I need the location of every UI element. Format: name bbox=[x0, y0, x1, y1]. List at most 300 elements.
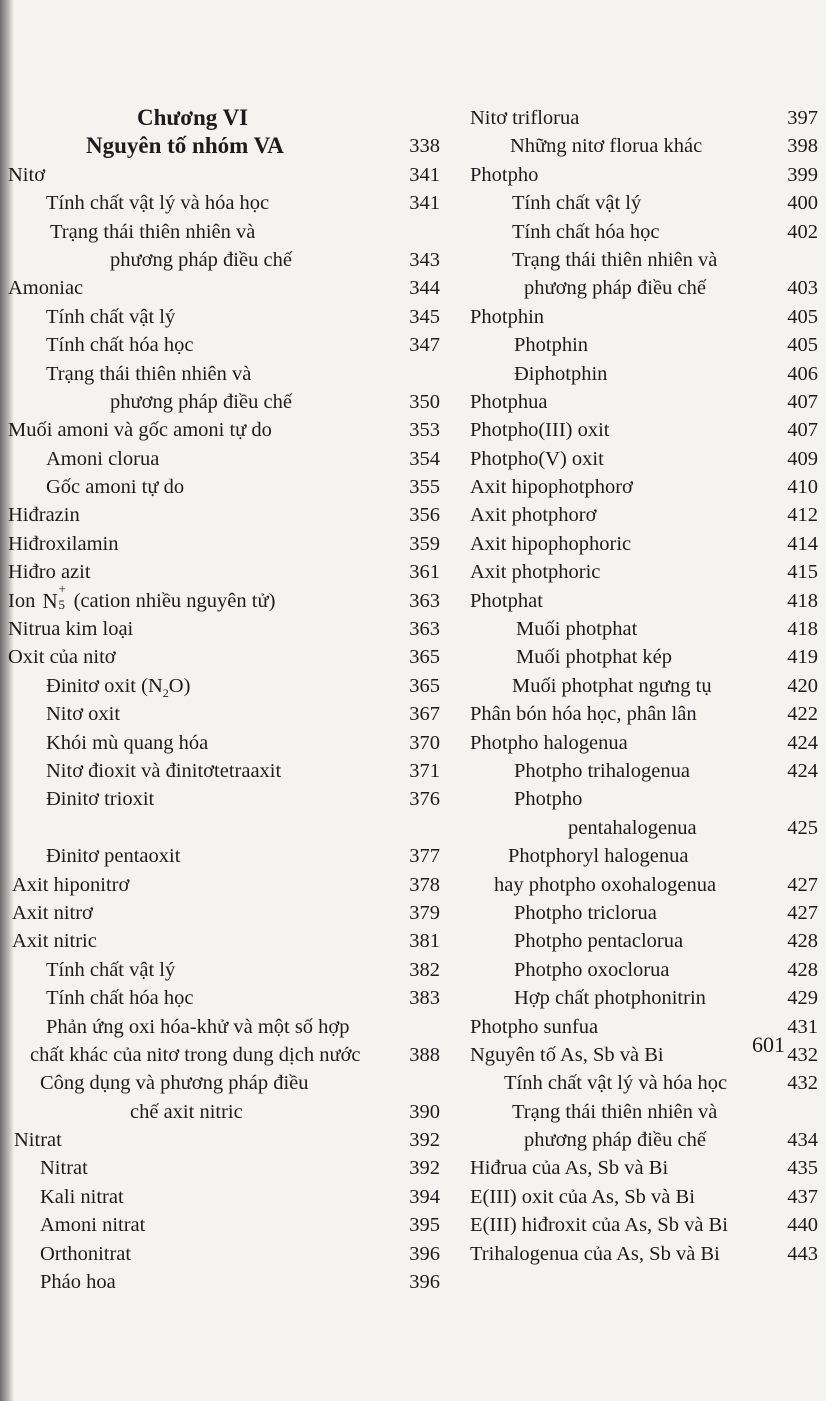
toc-entry-title bbox=[46, 757, 281, 785]
entry-text: Photpho(V) oxit bbox=[470, 447, 604, 470]
toc-entry-title bbox=[470, 1013, 598, 1041]
toc-entry-title bbox=[46, 1013, 350, 1041]
toc-entry-title bbox=[12, 871, 129, 899]
entry-text: E(III) hiđroxit của As, Sb và Bi bbox=[470, 1214, 728, 1237]
toc-page-number: 363 bbox=[409, 618, 440, 641]
entry-text-tail: (cation nhiều nguyên tử) bbox=[73, 589, 276, 612]
toc-entry-title bbox=[30, 1041, 361, 1069]
toc-entry-title bbox=[8, 643, 116, 671]
formula-subscript: 2 bbox=[162, 685, 169, 700]
toc-entry-title bbox=[40, 1069, 309, 1097]
entry-text: Tính chất vật lý bbox=[46, 305, 176, 328]
entry-text: Nitrat bbox=[40, 1157, 88, 1180]
entry-text: Nitơ bbox=[8, 163, 46, 186]
toc-entry-title bbox=[14, 1126, 62, 1154]
entry-text: Amoni nitrat bbox=[40, 1214, 146, 1237]
toc-entry-title bbox=[46, 700, 120, 728]
toc-entry bbox=[0, 218, 440, 246]
toc-page-number: 425 bbox=[787, 816, 818, 839]
toc-entry bbox=[0, 927, 440, 955]
entry-text: Pháo hoa bbox=[40, 1271, 116, 1294]
toc-page-number: 353 bbox=[409, 419, 440, 442]
entry-text: Tính chất hóa học bbox=[46, 987, 194, 1010]
toc-entry bbox=[468, 104, 818, 132]
toc-page-number: 390 bbox=[409, 1100, 440, 1123]
entry-text: Nguyên tố As, Sb và Bi bbox=[470, 1043, 664, 1066]
toc-page-number: 379 bbox=[409, 901, 440, 924]
toc-entry bbox=[468, 1069, 818, 1097]
toc-entry-title bbox=[516, 643, 672, 671]
toc-entry-title bbox=[514, 360, 607, 388]
toc-entry bbox=[468, 1183, 818, 1211]
toc-entry-title bbox=[510, 132, 702, 160]
toc-left-column bbox=[0, 104, 440, 1296]
toc-entry-title bbox=[470, 473, 633, 501]
entry-text: Nitơ triflorua bbox=[470, 107, 580, 129]
toc-page-number: 424 bbox=[787, 731, 818, 754]
toc-page-number: 424 bbox=[787, 759, 818, 782]
toc-entry bbox=[468, 1240, 818, 1268]
entry-text: Muối photphat ngưng tụ bbox=[512, 674, 712, 697]
toc-entry-title bbox=[8, 530, 118, 558]
toc-page-number: 345 bbox=[409, 305, 440, 328]
toc-entry bbox=[0, 1211, 440, 1239]
entry-text: Axit photphoric bbox=[470, 561, 601, 584]
toc-page-number: 341 bbox=[409, 163, 440, 186]
toc-entry bbox=[0, 1154, 440, 1182]
toc-page-number: 359 bbox=[409, 532, 440, 555]
toc-page-number: 344 bbox=[409, 277, 440, 300]
toc-entry bbox=[0, 1098, 440, 1126]
toc-page-number: 396 bbox=[409, 1242, 440, 1265]
toc-entry-title bbox=[470, 303, 544, 331]
toc-page-number: 376 bbox=[409, 788, 440, 811]
toc-entry-title bbox=[524, 1126, 706, 1154]
toc-entry-title bbox=[514, 956, 669, 984]
toc-page-number: 418 bbox=[787, 589, 818, 612]
toc-page-number: 395 bbox=[409, 1214, 440, 1237]
toc-page-number: 427 bbox=[787, 873, 818, 896]
toc-entry bbox=[468, 558, 818, 586]
toc-page-number: 437 bbox=[787, 1185, 818, 1208]
toc-entry bbox=[468, 1211, 818, 1239]
toc-entry-title bbox=[40, 1211, 145, 1239]
toc-entry-title bbox=[512, 189, 641, 217]
toc-entry-title bbox=[514, 899, 657, 927]
toc-entry-title bbox=[470, 501, 596, 529]
entry-text: Axit hiponitrơ bbox=[12, 873, 130, 896]
toc-entry bbox=[468, 161, 818, 189]
toc-entry bbox=[468, 218, 818, 246]
toc-entry bbox=[0, 785, 440, 813]
toc-page-number: 407 bbox=[787, 419, 818, 442]
toc-entry-title bbox=[46, 360, 251, 388]
entry-text: Photpho oxoclorua bbox=[514, 958, 670, 981]
entry-text: Nitrua kim loại bbox=[8, 618, 134, 641]
toc-entry bbox=[0, 842, 440, 870]
toc-entry bbox=[0, 729, 440, 757]
toc-entry bbox=[0, 672, 440, 700]
toc-entry bbox=[468, 416, 818, 444]
toc-entry-title bbox=[46, 331, 193, 359]
toc-entry bbox=[0, 899, 440, 927]
toc-entry-title bbox=[46, 956, 175, 984]
entry-text: chế axit nitric bbox=[130, 1100, 243, 1123]
entry-text: Nguyên tố nhóm VA bbox=[86, 133, 284, 159]
toc-entry bbox=[0, 331, 440, 359]
toc-entry-title bbox=[46, 189, 269, 217]
entry-text: Tính chất hóa học bbox=[512, 220, 660, 243]
toc-entry bbox=[468, 274, 818, 302]
entry-text: Nitơ đioxit và đinitơtetraaxit bbox=[46, 759, 282, 782]
toc-entry-title bbox=[514, 785, 582, 813]
toc-entry bbox=[468, 1098, 818, 1126]
toc-entry bbox=[468, 1126, 818, 1154]
entry-text: Hiđro azit bbox=[8, 561, 91, 584]
toc-entry bbox=[468, 331, 818, 359]
entry-text: pentahalogenua bbox=[568, 816, 697, 839]
toc-entry bbox=[0, 473, 440, 501]
entry-text: phương pháp điều chế bbox=[110, 248, 292, 271]
entry-text: Nitơ oxit bbox=[46, 703, 121, 726]
toc-entry bbox=[0, 501, 440, 529]
toc-entry-title bbox=[470, 161, 538, 189]
chapter-heading bbox=[137, 104, 248, 132]
toc-entry-title bbox=[46, 729, 208, 757]
toc-entry bbox=[0, 161, 440, 189]
toc-entry-title bbox=[470, 388, 547, 416]
toc-page-number: 388 bbox=[409, 1043, 440, 1066]
chapter-title bbox=[86, 132, 284, 160]
toc-entry-title bbox=[8, 558, 91, 586]
entry-text: Nitrat bbox=[14, 1129, 62, 1152]
toc-entry-title bbox=[8, 615, 133, 643]
toc-entry bbox=[0, 615, 440, 643]
toc-page-number: 407 bbox=[787, 390, 818, 413]
entry-text: Đinitơ oxit (N bbox=[46, 674, 163, 697]
toc-entry-title bbox=[40, 1268, 116, 1296]
toc-page-number: 363 bbox=[409, 589, 440, 612]
toc-entry-title bbox=[512, 672, 712, 700]
ion-symbol: N bbox=[42, 588, 58, 613]
entry-text: Chương VI bbox=[137, 105, 249, 130]
toc-entry-title bbox=[470, 1211, 728, 1239]
toc-entry bbox=[0, 558, 440, 586]
toc-entry-title bbox=[110, 246, 292, 274]
entry-text: Những nitơ florua khác bbox=[510, 135, 703, 158]
toc-page-number: 429 bbox=[787, 987, 818, 1010]
toc-right-column bbox=[468, 104, 818, 1268]
toc-page-number: 415 bbox=[787, 561, 818, 584]
toc-entry-title bbox=[524, 274, 706, 302]
toc-page-number: 412 bbox=[787, 504, 818, 527]
entry-text: phương pháp điều chế bbox=[524, 277, 706, 300]
toc-entry bbox=[468, 700, 818, 728]
toc-page-number: 365 bbox=[409, 646, 440, 669]
entry-text: Amoni clorua bbox=[46, 447, 160, 470]
toc-page-number: 435 bbox=[787, 1157, 818, 1180]
toc-entry bbox=[0, 956, 440, 984]
toc-page-number: 405 bbox=[787, 334, 818, 357]
entry-text: Điphotphin bbox=[514, 362, 608, 385]
toc-entry bbox=[0, 1126, 440, 1154]
toc-entry-title bbox=[8, 416, 272, 444]
entry-text: Đinitơ pentaoxit bbox=[46, 845, 181, 868]
toc-page-number: 367 bbox=[409, 703, 440, 726]
toc-entry-title bbox=[46, 842, 180, 870]
toc-entry bbox=[0, 1183, 440, 1211]
toc-entry-title bbox=[470, 1041, 664, 1069]
toc-page-number: 434 bbox=[787, 1129, 818, 1152]
ion-formula bbox=[40, 580, 68, 613]
entry-text: Axit photphorơ bbox=[470, 504, 597, 527]
entry-text: Hiđroxilamin bbox=[8, 532, 119, 555]
entry-text-tail: O) bbox=[168, 674, 191, 697]
toc-entry bbox=[0, 871, 440, 899]
toc-page-number: 370 bbox=[409, 731, 440, 754]
entry-text: Phân bón hóa học, phân lân bbox=[470, 703, 697, 726]
toc-page-number: 432 bbox=[787, 1072, 818, 1095]
toc-page-number: 397 bbox=[787, 107, 818, 129]
toc-page-number: 396 bbox=[409, 1271, 440, 1294]
toc-entry-title bbox=[568, 814, 697, 842]
toc-page-number: 338 bbox=[409, 135, 440, 158]
toc-page-number: 403 bbox=[787, 277, 818, 300]
entry-text: phương pháp điều chế bbox=[524, 1129, 706, 1152]
toc-page-number: 343 bbox=[409, 248, 440, 271]
toc-page-number: 341 bbox=[409, 192, 440, 215]
toc-page-number: 410 bbox=[787, 476, 818, 499]
toc-entry bbox=[468, 587, 818, 615]
toc-page-number: 420 bbox=[787, 674, 818, 697]
toc-entry bbox=[468, 360, 818, 388]
toc-page-number: 356 bbox=[409, 504, 440, 527]
toc-entry-title bbox=[514, 927, 683, 955]
entry-text: Gốc amoni tự do bbox=[46, 476, 185, 499]
toc-entry-title bbox=[514, 757, 690, 785]
entry-text: Photphin bbox=[514, 334, 589, 357]
entry-text: Phản ứng oxi hóa-khử và một số hợp bbox=[46, 1015, 350, 1038]
toc-entry-title bbox=[494, 871, 716, 899]
toc-page-number: 378 bbox=[409, 873, 440, 896]
toc-entry-title bbox=[470, 729, 628, 757]
entry-text: Photphua bbox=[470, 390, 548, 413]
toc-entry bbox=[468, 473, 818, 501]
toc-entry bbox=[468, 984, 818, 1012]
toc-page-number: 427 bbox=[787, 901, 818, 924]
entry-text: Photphat bbox=[470, 589, 543, 612]
toc-page-number: 440 bbox=[787, 1214, 818, 1237]
toc-page-number: 377 bbox=[409, 845, 440, 868]
toc-entry-title bbox=[46, 785, 154, 813]
entry-text: Photpho bbox=[514, 788, 583, 811]
entry-text: Photpho bbox=[470, 163, 539, 186]
toc-page-number: 418 bbox=[787, 618, 818, 641]
entry-text: Amoniac bbox=[8, 277, 84, 300]
toc-entry bbox=[468, 246, 818, 274]
toc-entry bbox=[0, 1240, 440, 1268]
entry-text: Hiđrua của As, Sb và Bi bbox=[470, 1157, 669, 1180]
toc-entry-title bbox=[470, 700, 697, 728]
toc-entry bbox=[0, 132, 440, 160]
toc-entry bbox=[0, 700, 440, 728]
toc-entry-title bbox=[470, 1240, 720, 1268]
toc-entry-title bbox=[504, 1069, 727, 1097]
entry-text: Photphoryl halogenua bbox=[508, 845, 689, 868]
toc-entry bbox=[468, 672, 818, 700]
toc-entry-title bbox=[130, 1098, 243, 1126]
entry-text: Photphin bbox=[470, 305, 545, 328]
toc-entry-title bbox=[110, 388, 292, 416]
toc-entry-title bbox=[470, 445, 604, 473]
toc-entry bbox=[0, 274, 440, 302]
toc-entry bbox=[0, 1041, 440, 1069]
entry-text: Trạng thái thiên nhiên và bbox=[50, 220, 256, 243]
entry-text: Oxit của nitơ bbox=[8, 646, 116, 669]
entry-text: Tính chất vật lý và hóa học bbox=[46, 192, 270, 215]
toc-entry-title bbox=[470, 104, 579, 132]
toc-entry bbox=[468, 303, 818, 331]
toc-entry bbox=[0, 530, 440, 558]
toc-entry bbox=[468, 729, 818, 757]
entry-text: E(III) oxit của As, Sb và Bi bbox=[470, 1185, 695, 1208]
toc-page-number: 347 bbox=[409, 334, 440, 357]
toc-entry bbox=[468, 189, 818, 217]
entry-text: Axit nitric bbox=[12, 930, 97, 953]
toc-entry bbox=[468, 927, 818, 955]
toc-page-number: 443 bbox=[787, 1242, 818, 1265]
toc-entry-title bbox=[512, 218, 659, 246]
toc-page-number: 383 bbox=[409, 987, 440, 1010]
entry-text: Photpho triclorua bbox=[514, 901, 657, 924]
ion-count: 5 bbox=[58, 596, 65, 612]
toc-entry bbox=[468, 530, 818, 558]
entry-text: Photpho sunfua bbox=[470, 1015, 599, 1038]
entry-text: Tính chất vật lý bbox=[512, 192, 642, 215]
toc-page-number: 392 bbox=[409, 1129, 440, 1152]
toc-entry-title bbox=[8, 501, 80, 529]
toc-entry bbox=[468, 388, 818, 416]
toc-page-number: 422 bbox=[787, 703, 818, 726]
toc-entry bbox=[468, 956, 818, 984]
toc-entry-title bbox=[470, 587, 543, 615]
toc-entry-title bbox=[514, 331, 588, 359]
toc-entry-title bbox=[8, 274, 83, 302]
toc-page-number: 354 bbox=[409, 447, 440, 470]
entry-text: Tính chất hóa học bbox=[46, 334, 194, 357]
entry-text: Axit nitrơ bbox=[12, 901, 93, 924]
toc-entry bbox=[468, 871, 818, 899]
toc-entry bbox=[0, 189, 440, 217]
toc-entry bbox=[468, 501, 818, 529]
toc-entry bbox=[0, 416, 440, 444]
entry-text: Muối photphat kép bbox=[516, 646, 673, 669]
entry-text: Trạng thái thiên nhiên và bbox=[512, 248, 718, 271]
toc-entry-title bbox=[470, 1154, 668, 1182]
toc-page-number: 432 bbox=[787, 1043, 818, 1066]
entry-text: Tính chất vật lý bbox=[46, 958, 176, 981]
toc-entry bbox=[0, 104, 440, 132]
toc-entry-title bbox=[46, 303, 175, 331]
toc-page-number: 428 bbox=[787, 930, 818, 953]
toc-entry-title bbox=[50, 218, 255, 246]
entry-text: Ion bbox=[8, 589, 36, 612]
toc-entry-title bbox=[46, 473, 184, 501]
toc-page-number: 382 bbox=[409, 958, 440, 981]
toc-page-number: 431 bbox=[787, 1015, 818, 1038]
toc-entry bbox=[0, 1069, 440, 1097]
toc-entry-title bbox=[40, 1240, 131, 1268]
toc-entry bbox=[468, 615, 818, 643]
toc-page-number: 398 bbox=[787, 135, 818, 158]
toc-entry-title bbox=[8, 580, 276, 615]
toc-entry bbox=[0, 643, 440, 671]
toc-entry bbox=[468, 132, 818, 160]
toc-entry bbox=[468, 814, 818, 842]
entry-text: Muối photphat bbox=[516, 618, 638, 641]
toc-entry bbox=[468, 757, 818, 785]
toc-entry-title bbox=[46, 445, 159, 473]
toc-entry bbox=[0, 757, 440, 785]
entry-text: phương pháp điều chế bbox=[110, 390, 292, 413]
toc-entry bbox=[468, 445, 818, 473]
toc-page-number: 414 bbox=[787, 532, 818, 555]
toc-entry-title bbox=[40, 1154, 88, 1182]
toc-page-number: 392 bbox=[409, 1157, 440, 1180]
toc-page-number: 406 bbox=[787, 362, 818, 385]
toc-entry-title bbox=[470, 1183, 695, 1211]
toc-entry bbox=[0, 388, 440, 416]
toc-entry-title bbox=[40, 1183, 124, 1211]
entry-text: Photpho trihalogenua bbox=[514, 759, 690, 782]
toc-entry-title bbox=[516, 615, 637, 643]
toc-entry bbox=[0, 984, 440, 1012]
entry-text: Orthonitrat bbox=[40, 1242, 132, 1265]
entry-text: Muối amoni và gốc amoni tự do bbox=[8, 419, 272, 442]
entry-text: Photpho halogenua bbox=[470, 731, 628, 754]
entry-text: Trạng thái thiên nhiên và bbox=[46, 362, 252, 385]
entry-text: Hợp chất photphonitrin bbox=[514, 987, 706, 1010]
toc-page-number: 428 bbox=[787, 958, 818, 981]
entry-text: Hiđrazin bbox=[8, 504, 80, 527]
toc-page-number: 355 bbox=[409, 476, 440, 499]
toc-entry-title bbox=[512, 246, 717, 274]
toc-page-number: 371 bbox=[409, 759, 440, 782]
entry-text: chất khác của nitơ trong dung dịch nước bbox=[30, 1043, 361, 1066]
page-number: 601 bbox=[752, 1032, 785, 1057]
toc-entry bbox=[468, 643, 818, 671]
toc-page-number: 400 bbox=[787, 192, 818, 215]
toc-entry-title bbox=[512, 1098, 717, 1126]
entry-text: Trihalogenua của As, Sb và Bi bbox=[470, 1242, 720, 1265]
toc-entry-title bbox=[12, 927, 97, 955]
toc-entry bbox=[0, 246, 440, 274]
toc-entry-title bbox=[12, 899, 93, 927]
entry-text: Photpho(III) oxit bbox=[470, 419, 610, 442]
entry-text: hay photpho oxohalogenua bbox=[494, 873, 717, 896]
toc-entry bbox=[0, 303, 440, 331]
toc-entry bbox=[468, 785, 818, 813]
toc-page-number: 365 bbox=[409, 674, 440, 697]
entry-text: Công dụng và phương pháp điều bbox=[40, 1072, 309, 1095]
ion-charge: + bbox=[58, 580, 66, 596]
toc-entry bbox=[0, 814, 440, 842]
toc-entry-title bbox=[514, 984, 706, 1012]
entry-text: Axit hipophotphorơ bbox=[470, 476, 633, 499]
toc-entry bbox=[468, 899, 818, 927]
toc-entry-title bbox=[8, 161, 45, 189]
entry-text: Tính chất vật lý và hóa học bbox=[504, 1072, 728, 1095]
